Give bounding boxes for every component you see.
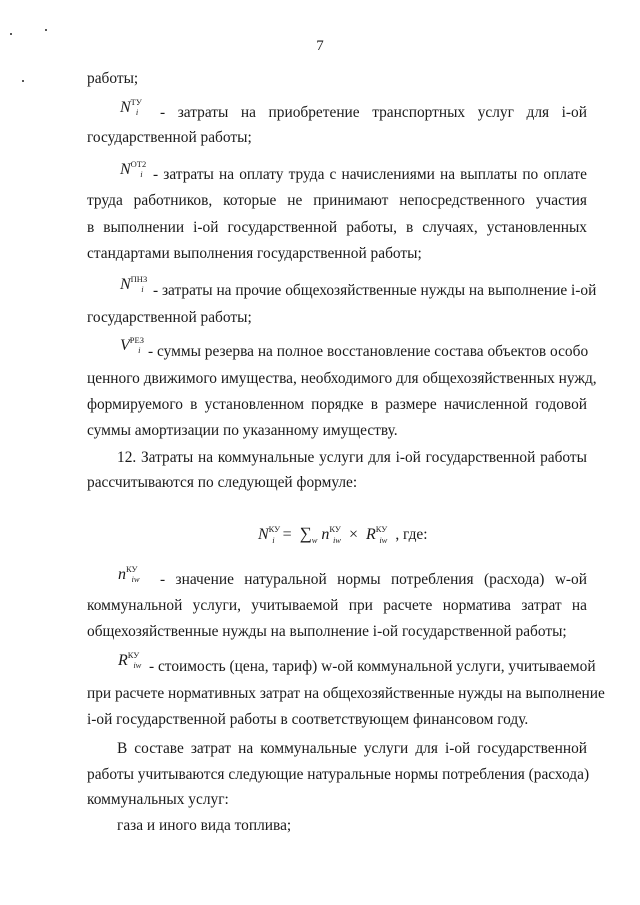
text-line: государственной работы; <box>87 309 252 326</box>
text-line: - суммы резерва на полное восстановление состава объектов особо <box>148 343 589 360</box>
text-line: стандартами выполнения государственной работы; <box>87 245 422 262</box>
scan-speck <box>22 80 24 82</box>
text-line: работы; <box>87 70 139 87</box>
page-number: 7 <box>316 38 324 54</box>
symbol-r-ky: $R^{КУ}_{iw}$ <box>118 650 142 670</box>
text-line: государственной работы; <box>87 129 252 146</box>
text-line: формируемого в установленном порядке в размере начисленной годовой <box>87 396 587 413</box>
text-line: суммы амортизации по указанному имуществу. <box>87 422 398 439</box>
text-line: рассчитываются по следующей формуле: <box>87 474 358 491</box>
symbol-n-ky: $n^{КУ}_{iw}$ <box>118 564 140 584</box>
text-line: общехозяйственные нужды на выполнение i-ой государственной работы; <box>87 623 567 640</box>
text-line: ценного движимого имущества, необходимого для общехозяйственных нужд, <box>87 370 597 387</box>
symbol-n-ty: $N^{ТУ}_i$ <box>120 97 142 117</box>
text-line: В составе затрат на коммунальные услуги для i-ой государственной <box>117 740 587 757</box>
text-line: в выполнении i-ой государственной работы, в случаях, установленных <box>87 219 587 236</box>
text-line: коммунальной услуги, учитываемой при расчете норматива затрат на <box>87 597 587 614</box>
formula-utilities: $N^{КУ}_i = \sum_w$ $n^{КУ}_{iw} \times R^{КУ}_{iw}$ , где: <box>258 524 428 545</box>
text-line: газа и иного вида топлива; <box>117 817 292 834</box>
text-line: труда работников, которые не принимают непосредственного участия <box>87 192 587 209</box>
text-line: i-ой государственной работы в соответствующем финансовом году. <box>87 711 529 728</box>
symbol-v-rez: $V^{РЕЗ}_i$ <box>120 335 145 355</box>
text-line: коммунальных услуг: <box>87 791 229 808</box>
text-line: - затраты на приобретение транспортных услуг для i-ой <box>160 104 587 121</box>
text-line: 12. Затраты на коммунальные услуги для i-ой государственной работы <box>117 449 587 466</box>
text-line: - затраты на прочие общехозяйственные нужды на выполнение i-ой <box>153 282 597 299</box>
text-line: - значение натуральной нормы потребления (расхода) w-ой <box>160 571 587 588</box>
text-line: - стоимость (цена, тариф) w-ой коммунальной услуги, учитываемой <box>149 658 596 675</box>
text-line: работы учитываются следующие натуральные нормы потребления (расхода) <box>87 766 590 783</box>
symbol-n-pnz: $N^{ПНЗ}_i$ <box>120 274 148 294</box>
scan-speck <box>10 33 12 35</box>
text-line: - затраты на оплату труда с начислениями на выплаты по оплате <box>153 166 587 183</box>
scan-speck <box>45 29 47 31</box>
text-line: при расчете нормативных затрат на общехозяйственные нужды на выполнение <box>87 685 605 702</box>
symbol-n-ot2: $N^{ОТ2}_i$ <box>120 159 147 179</box>
